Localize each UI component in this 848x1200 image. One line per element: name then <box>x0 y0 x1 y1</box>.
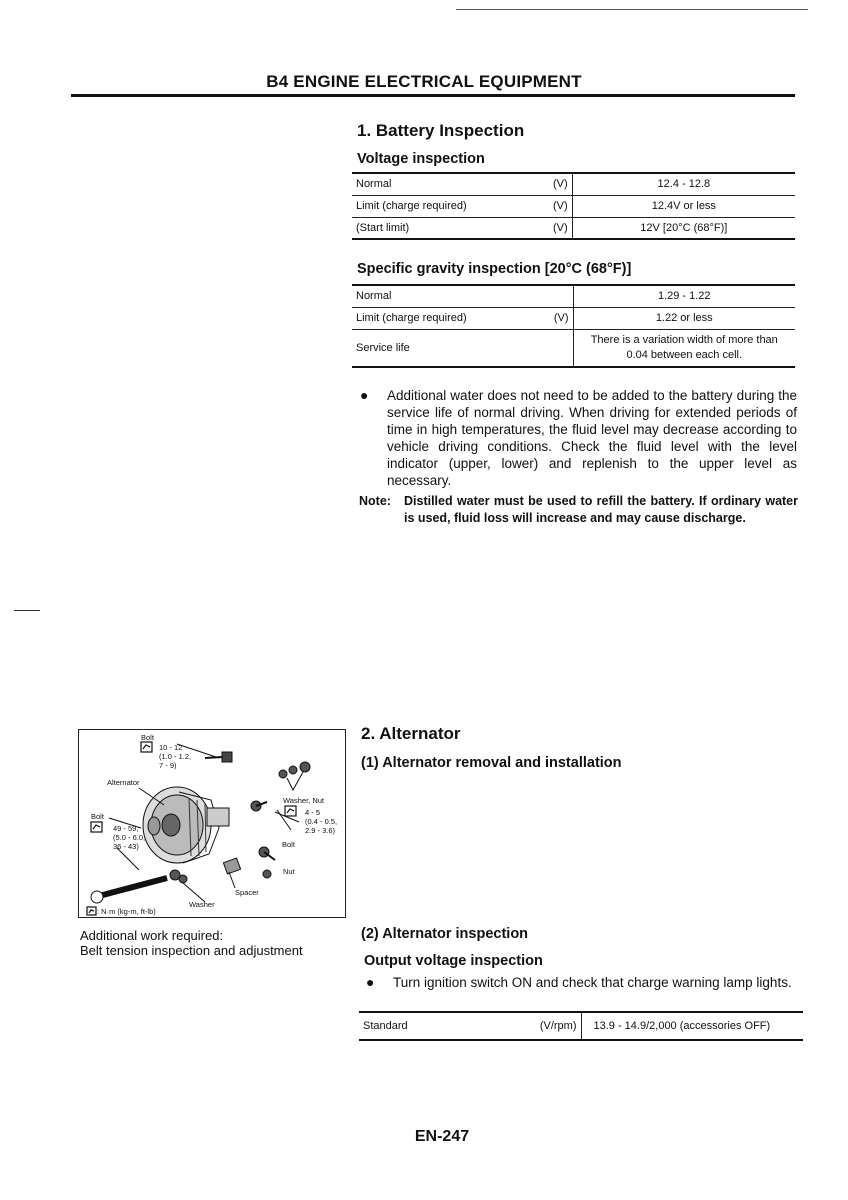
output-voltage-heading: Output voltage inspection <box>364 953 543 969</box>
label-torque-left: 49 - 59, (5.0 - 6.0, 36 - 43) <box>113 824 146 851</box>
row-label: Standard <box>363 1020 408 1032</box>
row-label: Normal <box>356 290 392 303</box>
row-label: Service life <box>356 341 410 354</box>
row-unit: (V) <box>553 221 568 234</box>
row-value: 12.4 - 12.8 <box>572 173 795 195</box>
row-value: 12.4V or less <box>572 195 795 217</box>
figure-caption-line1: Additional work required: <box>80 928 224 943</box>
table-row <box>359 1012 803 1040</box>
label-bolt-top: Bolt <box>141 733 154 742</box>
bullet-icon: ● <box>360 387 369 403</box>
page-header-title: B4 ENGINE ELECTRICAL EQUIPMENT <box>266 72 582 91</box>
removal-installation-heading: (1) Alternator removal and installation <box>361 755 622 771</box>
row-label: Limit (charge required) <box>356 200 467 212</box>
specific-gravity-heading: Specific gravity inspection [20°C (68°F)] <box>357 261 632 277</box>
label-torque-right: 4 - 5 (0.4 - 0.5, 2.9 - 3.6) <box>305 808 338 835</box>
row-value: 12V [20°C (68°F)] <box>572 217 795 239</box>
table-row <box>352 195 795 217</box>
top-rule <box>456 9 808 10</box>
gravity-table <box>352 284 795 368</box>
label-washer: Washer <box>189 900 215 909</box>
label-nut: Nut <box>283 867 295 876</box>
row-label: (Start limit) <box>356 221 410 234</box>
row-value: 1.29 - 1.22 <box>573 285 795 307</box>
row-value: 13.9 - 14.9/2,000 (accessories OFF) <box>581 1012 803 1040</box>
label-bolt-left: Bolt <box>91 812 104 821</box>
bullet-icon: ● <box>366 974 375 990</box>
ignition-check-paragraph: Turn ignition switch ON and check that charge warning lamp lights. <box>393 975 792 990</box>
row-label: Limit (charge required) <box>356 312 467 324</box>
alternator-figure <box>78 729 346 918</box>
row-unit: (V) <box>553 200 568 212</box>
table-row <box>352 285 795 307</box>
table-row <box>352 173 795 195</box>
label-alternator: Alternator <box>107 778 140 787</box>
label-spacer: Spacer <box>235 888 259 897</box>
voltage-inspection-heading: Voltage inspection <box>357 151 485 167</box>
row-value: 1.22 or less <box>573 307 795 329</box>
label-units: : N·m (kg-m, ft-lb) <box>97 907 156 916</box>
row-value: There is a variation width of more than 0.04 between each cell. <box>573 329 795 367</box>
section-1-title: 1. Battery Inspection <box>357 121 525 140</box>
alternator-inspection-heading: (2) Alternator inspection <box>361 926 529 942</box>
label-torque-top: 10 - 12 (1.0 - 1.2, 7 - 9) <box>159 743 192 770</box>
label-bolt-right: Bolt <box>282 840 295 849</box>
header-rule <box>71 94 795 97</box>
table-row <box>352 217 795 239</box>
battery-water-paragraph: Additional water does not need to be added to the battery during the service life of normal driving. When driving for extended periods of time in high temperatures, the fluid level may decrease according to vehicle driving conditions. Check the fluid level with the level indicator (upper, lower) and replenish to the upper level as necessary. <box>387 388 797 488</box>
figure-caption-line2: Belt tension inspection and adjustment <box>80 943 303 958</box>
page-number: EN-247 <box>414 1128 470 1145</box>
row-unit: (V) <box>553 178 568 191</box>
label-washer-nut: Washer, Nut <box>283 796 324 805</box>
section-2-title: 2. Alternator <box>361 724 461 743</box>
margin-mark <box>14 610 40 611</box>
note-label: Note: <box>359 494 391 508</box>
row-unit: (V/rpm) <box>539 1020 577 1032</box>
voltage-table <box>352 172 795 240</box>
note-text: Distilled water must be used to refill the battery. If ordinary water is used, fluid loss will increase and may cause discharge. <box>404 494 798 525</box>
table-row <box>352 307 795 329</box>
row-label: Normal <box>356 178 392 191</box>
row-unit: (V) <box>553 312 569 324</box>
table-row <box>352 329 795 367</box>
output-voltage-table <box>359 1011 803 1041</box>
